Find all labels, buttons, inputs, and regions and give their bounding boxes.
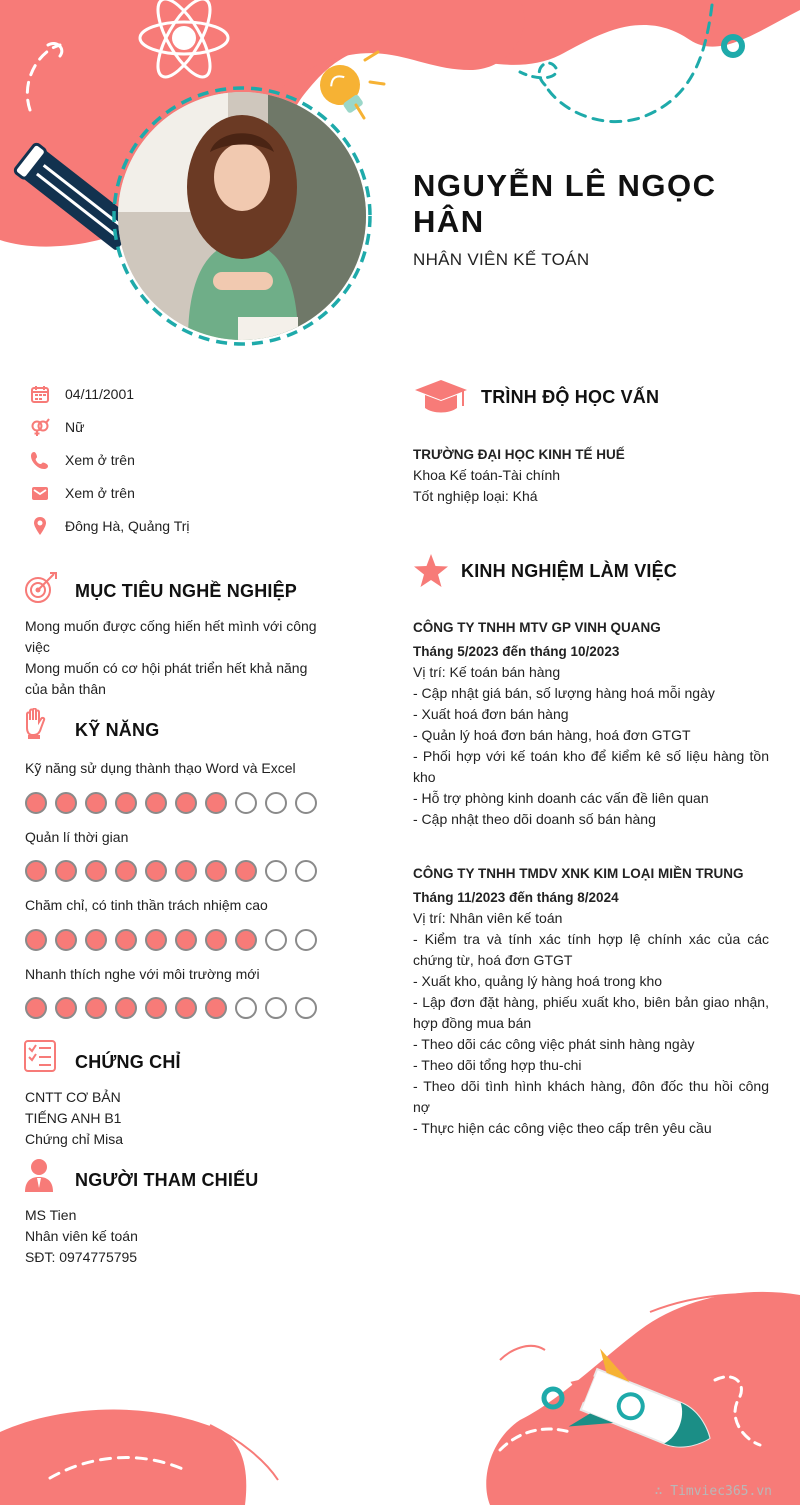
skill-rating [25, 929, 317, 951]
graduation-cap-icon [413, 378, 469, 416]
phone-text: Xem ở trên [65, 452, 135, 468]
calendar-icon [30, 384, 50, 404]
person-icon [24, 1158, 54, 1192]
job-title: NHÂN VIÊN KẾ TOÁN [413, 250, 590, 269]
certificates-title: CHỨNG CHỈ [75, 1052, 181, 1072]
job-duty-line: - Lập đơn đặt hàng, phiếu xuất kho, biên bản giao nhận, hợp đồng mua bán [413, 994, 769, 1031]
avatar [118, 92, 366, 340]
gender-icon [30, 417, 50, 437]
certificate-item: TIẾNG ANH B1 [25, 1110, 122, 1126]
job-duties [413, 908, 769, 1139]
rating-dot [145, 929, 167, 951]
reference-phone: SĐT: 0974775795 [25, 1249, 138, 1265]
faculty-name: Khoa Kế toán-Tài chính [413, 467, 561, 483]
watermark: ∴ Timviec365.vn [654, 1484, 772, 1499]
rating-dot [235, 860, 257, 882]
reference-position: Nhân viên kế toán [25, 1228, 138, 1244]
rating-dot [55, 929, 77, 951]
rating-dot [115, 792, 137, 814]
rating-dot [295, 792, 317, 814]
reference-details [25, 1205, 138, 1268]
info-phone [30, 448, 135, 472]
job-duty-line: - Phối hợp với kế toán kho để kiểm kê số liệu hàng tồn kho [413, 748, 769, 785]
experience-job [413, 617, 769, 830]
rating-dot [205, 929, 227, 951]
rating-dot [85, 792, 107, 814]
rating-dot [235, 997, 257, 1019]
star-icon [413, 553, 449, 589]
skill-rating [25, 997, 317, 1019]
job-duty-line: - Xuất kho, quảng lý hàng hoá trong kho [413, 973, 663, 989]
job-duty-line: - Theo dõi các công việc phát sinh hàng ngày [413, 1036, 695, 1052]
rating-dot [25, 860, 47, 882]
reference-name: MS Tien [25, 1207, 77, 1223]
certificate-item: CNTT CƠ BẢN [25, 1089, 121, 1105]
rating-dot [235, 792, 257, 814]
rating-dot [115, 929, 137, 951]
rating-dot [85, 860, 107, 882]
rating-dot [205, 792, 227, 814]
rating-dot [175, 792, 197, 814]
rating-dot [295, 929, 317, 951]
job-period: Tháng 5/2023 đến tháng 10/2023 [413, 644, 620, 659]
company-name: CÔNG TY TNHH TMDV XNK KIM LOẠI MIỀN TRUNG [413, 866, 744, 881]
hand-icon [24, 708, 48, 740]
birthday-text: 04/11/2001 [65, 386, 135, 402]
rating-dot [235, 929, 257, 951]
objective-text [25, 616, 325, 700]
checklist-icon [24, 1040, 56, 1072]
rating-dot [115, 997, 137, 1019]
job-duty-line: Vị trí: Nhân viên kế toán [413, 910, 563, 926]
rating-dot [55, 997, 77, 1019]
job-duty-line: - Theo dõi tổng hợp thu-chi [413, 1057, 582, 1073]
education-title: TRÌNH ĐỘ HỌC VẤN [481, 387, 660, 407]
job-duty-line: - Thực hiện các công việc theo cấp trên yêu cầu [413, 1120, 712, 1136]
experience-job [413, 863, 769, 1139]
job-period: Tháng 11/2023 đến tháng 8/2024 [413, 890, 619, 905]
rating-dot [145, 792, 167, 814]
graduation-grade: Tốt nghiệp loại: Khá [413, 488, 538, 504]
job-duty-line: - Theo dõi tình hình khách hàng, đôn đốc thu hồi công nợ [413, 1078, 769, 1115]
skill-label: Chăm chỉ, có tinh thần trách nhiệm cao [25, 897, 268, 913]
rating-dot [205, 997, 227, 1019]
job-duty-line: - Kiểm tra và tính xác tính hợp lệ chính xác của các chứng từ, hoá đơn GTGT [413, 931, 769, 968]
candidate-name: NGUYỄN LÊ NGỌC HÂN [413, 168, 717, 239]
certificate-item: Chứng chỉ Misa [25, 1131, 124, 1147]
certificates-list [25, 1087, 123, 1150]
rating-dot [265, 860, 287, 882]
rating-dot [55, 860, 77, 882]
rating-dot [85, 997, 107, 1019]
education-details [413, 444, 625, 507]
reference-title: NGƯỜI THAM CHIẾU [75, 1170, 259, 1190]
skill-rating [25, 792, 317, 814]
job-duty-line: - Xuất hoá đơn bán hàng [413, 706, 569, 722]
gender-text: Nữ [65, 419, 85, 435]
skill-label: Quản lí thời gian [25, 829, 129, 845]
rating-dot [265, 792, 287, 814]
job-duty-line: - Hỗ trợ phòng kinh doanh các vấn đề liên quan [413, 790, 709, 806]
info-gender [30, 415, 84, 439]
job-duty-line: - Cập nhật theo dõi doanh số bán hàng [413, 811, 656, 827]
objective-line-1: Mong muốn được cống hiến hết mình với công việc [25, 618, 317, 655]
email-text: Xem ở trên [65, 485, 135, 501]
email-icon [30, 483, 50, 503]
job-duties [413, 662, 769, 830]
rating-dot [85, 929, 107, 951]
address-text: Đông Hà, Quảng Trị [65, 518, 190, 534]
rating-dot [115, 860, 137, 882]
rating-dot [295, 997, 317, 1019]
skill-label: Nhanh thích nghe với môi trường mới [25, 966, 260, 982]
rating-dot [265, 929, 287, 951]
rating-dot [205, 860, 227, 882]
rating-dot [145, 860, 167, 882]
info-address [30, 514, 190, 538]
company-name: CÔNG TY TNHH MTV GP VINH QUANG [413, 620, 661, 635]
info-email [30, 481, 135, 505]
rating-dot [295, 860, 317, 882]
rating-dot [25, 792, 47, 814]
rating-dot [175, 860, 197, 882]
skill-rating [25, 860, 317, 882]
rating-dot [25, 997, 47, 1019]
rating-dot [25, 929, 47, 951]
objective-line-2: Mong muốn có cơ hội phát triển hết khả năng của bản thân [25, 660, 308, 697]
phone-icon [30, 450, 50, 470]
rating-dot [265, 997, 287, 1019]
job-duty-line: - Cập nhật giá bán, số lượng hàng hoá mỗi ngày [413, 685, 715, 701]
rating-dot [55, 792, 77, 814]
rating-dot [175, 997, 197, 1019]
target-icon [24, 571, 58, 605]
rating-dot [145, 997, 167, 1019]
location-pin-icon [30, 516, 50, 536]
skill-label: Kỹ năng sử dụng thành thạo Word và Excel [25, 760, 296, 776]
job-duty-line: - Quản lý hoá đơn bán hàng, hoá đơn GTGT [413, 727, 691, 743]
school-name: TRƯỜNG ĐẠI HỌC KINH TẾ HUẾ [413, 447, 625, 462]
rating-dot [175, 929, 197, 951]
job-duty-line: Vị trí: Kế toán bán hàng [413, 664, 561, 680]
objective-title: MỤC TIÊU NGHỀ NGHIỆP [75, 581, 298, 601]
skills-title: KỸ NĂNG [75, 720, 160, 740]
experience-title: KINH NGHIỆM LÀM VIỆC [461, 561, 678, 581]
info-birthday [30, 382, 134, 406]
